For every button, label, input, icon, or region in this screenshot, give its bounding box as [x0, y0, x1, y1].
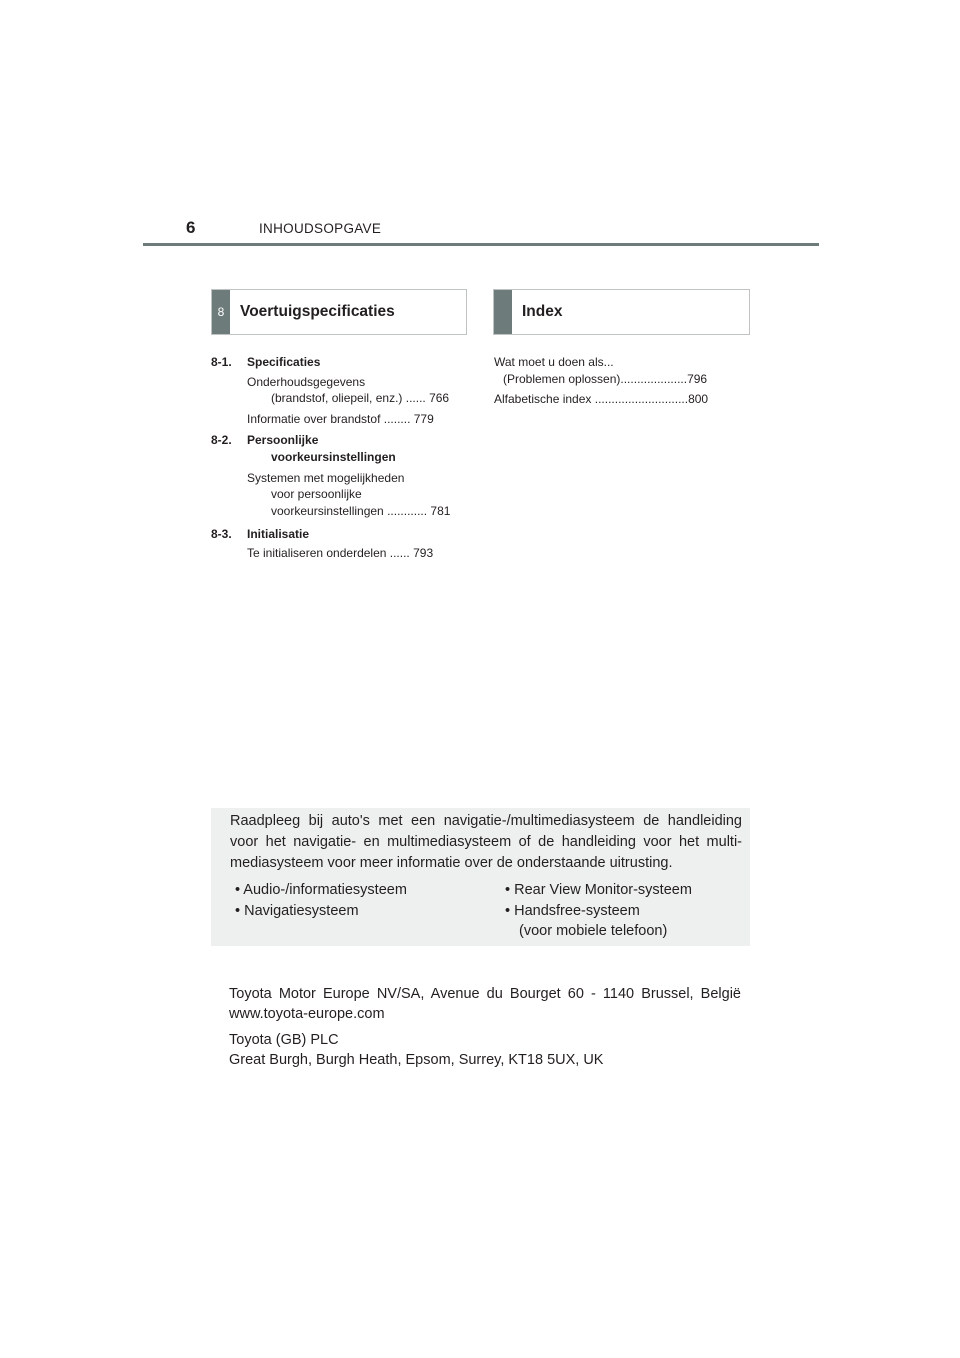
- info-text: Raadpleeg bij auto's met een navigatie-/multimediasysteem de handleiding voor het navigatie- en multimediasysteem of de handleiding voor het multi-mediasysteem voor meer informatie over de onderstaande uitrusting.: [230, 813, 742, 871]
- toc-entry[interactable]: Alfabetische index ............................800: [494, 392, 709, 406]
- section-header-voertuigspecificaties[interactable]: [211, 289, 467, 335]
- toc-entry-continued[interactable]: (brandstof, oliepeil, enz.) ...... 766: [271, 391, 450, 405]
- toc-entry-continued[interactable]: voor persoonlijke: [271, 487, 362, 501]
- publisher-uk-name: Toyota (GB) PLC: [229, 1032, 339, 1048]
- toc-chapter-title-continued[interactable]: voorkeursinstellingen: [271, 450, 396, 464]
- section-title: Index: [522, 303, 563, 320]
- bullet-item: • Navigatiesysteem: [235, 903, 359, 919]
- toc-entry[interactable]: Systemen met mogelijkheden: [247, 471, 405, 485]
- publisher-address: Toyota Motor Europe NV/SA, Avenue du Bourget 60 - 1140 Brussel, België: [229, 986, 741, 1002]
- section-title: Voertuigspecificaties: [240, 303, 395, 320]
- bullet-item: • Rear View Monitor-systeem: [505, 882, 692, 898]
- toc-chapter-number: 8-1.: [211, 355, 232, 369]
- toc-entry[interactable]: Wat moet u doen als...: [494, 355, 614, 369]
- toc-chapter-title[interactable]: Specificaties: [247, 355, 321, 369]
- info-box: [211, 808, 750, 946]
- bullet-item-continued: (voor mobiele telefoon): [519, 923, 668, 939]
- toc-chapter-title[interactable]: Initialisatie: [247, 527, 310, 541]
- section-number-tab: 8: [212, 290, 230, 334]
- toc-chapter-number: 8-2.: [211, 433, 232, 447]
- toc-entry-continued[interactable]: voorkeursinstellingen ............ 781: [271, 504, 451, 518]
- bullet-item: • Audio-/informatiesysteem: [235, 882, 407, 898]
- toc-entry-continued[interactable]: (Problemen oplossen)....................796: [503, 372, 708, 386]
- page-header-title: INHOUDSOPGAVE: [259, 221, 382, 236]
- section-tab: [494, 290, 512, 334]
- bullet-item: • Handsfree-systeem: [505, 903, 640, 919]
- publisher-uk-address: Great Burgh, Burgh Heath, Epsom, Surrey, KT18 5UX, UK: [229, 1052, 604, 1068]
- toc-entry[interactable]: Onderhoudsgegevens: [247, 375, 366, 389]
- toc-chapter-title[interactable]: Persoonlijke: [247, 433, 319, 447]
- toc-entry[interactable]: Te initialiseren onderdelen ...... 793: [247, 546, 434, 560]
- publisher-website[interactable]: www.toyota-europe.com: [229, 1006, 385, 1022]
- toc-chapter-number: 8-3.: [211, 527, 232, 541]
- section-header-index[interactable]: [493, 289, 750, 335]
- page-number: 6: [186, 218, 196, 237]
- header-divider: [143, 243, 819, 246]
- toc-entry[interactable]: Informatie over brandstof ........ 779: [247, 412, 434, 426]
